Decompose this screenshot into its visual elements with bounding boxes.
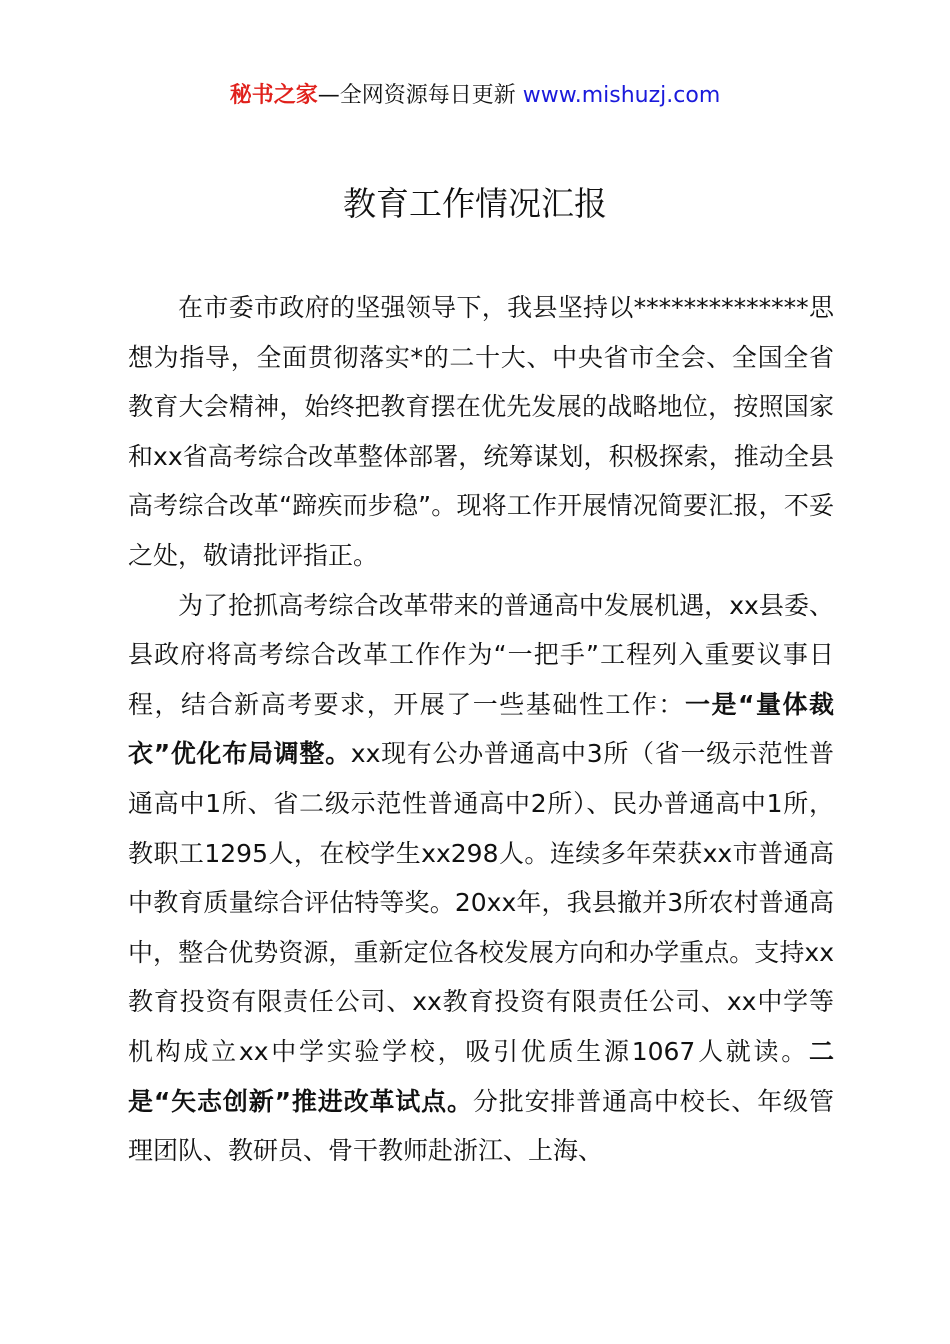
paragraph-reform — [128, 581, 834, 1176]
site-brand: 秘书之家 — [229, 83, 318, 108]
site-url-link[interactable]: www.mishuzj.com — [522, 83, 721, 108]
bold-heading-two: 二是“矢志创新”推进改革试点。 — [128, 1036, 834, 1116]
paragraph-intro: 在市委市政府的坚强领导下，我县坚持以**************思想为指导，全面贯彻落实*的二十大、中央省市全会、全国全省教育大会精神，始终把教育摆在优先发展的战略地位，按照国家和xx省高考综合改革整体部署，统筹谋划，积极探索，推动全县高考综合改革“蹄疾而步稳”。现将工作开展情况简要汇报，不妥之处，敬请批评指正。 — [128, 293, 834, 570]
document-body — [128, 283, 834, 1176]
paragraph-text: 分批安排普通高中校长、年级管理团队、教研员、骨干教师赴浙江、上海、 — [128, 1086, 834, 1166]
paragraph-text: xx现有公办普通高中3所（省一级示范性普通高中1所、省二级示范性普通高中2所）、民办普通高中1所，教职工1295人，在校学生xx298人。连续多年荣获xx市普通高中教育质量综合评估特等奖。20xx年，我县撤并3所农村普通高中，整合优势资源，重新定位各校发展方向和办学重点。支持xx教育投资有限责任公司、xx教育投资有限责任公司、xx中学等机构成立xx中学实验学校，吸引优质生源1067人就读。 — [128, 739, 835, 1066]
site-slogan: —全网资源每日更新 — [317, 83, 523, 108]
site-header — [0, 80, 950, 112]
document-title: 教育工作情况汇报 — [343, 184, 607, 223]
bold-heading-one: 一是“量体裁衣”优化布局调整。 — [128, 689, 834, 769]
paragraph-text: 为了抢抓高考综合改革带来的普通高中发展机遇，xx县委、县政府将高考综合改革工作作为“一把手”工程列入重要议事日程，结合新高考要求，开展了一些基础性工作： — [128, 590, 834, 719]
